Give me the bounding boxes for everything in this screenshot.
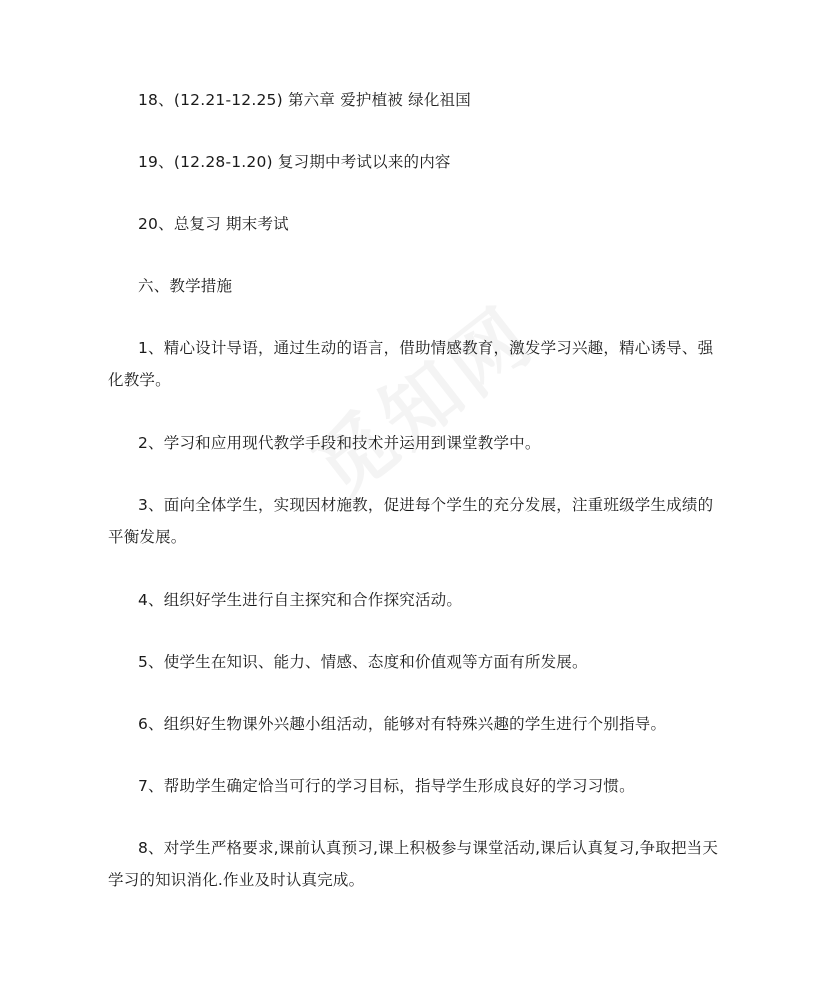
section-heading-teaching-measures: 六、教学措施	[138, 277, 233, 295]
measure-item-4: 4、组织好学生进行自主探究和合作探究活动。	[138, 591, 463, 609]
schedule-item-19: 19、(12.28-1.20) 复习期中考试以来的内容	[138, 153, 451, 171]
measure-item-8: 8、对学生严格要求,课前认真预习,课上积极参与课堂活动,课后认真复习,争取把当天学习的知识消化.作业及时认真完成。	[108, 839, 719, 889]
measure-item-6: 6、组织好生物课外兴趣小组活动，能够对有特殊兴趣的学生进行个别指导。	[138, 715, 667, 733]
schedule-item-20: 20、总复习 期末考试	[138, 215, 289, 233]
schedule-item-18: 18、(12.21-12.25) 第六章 爱护植被 绿化祖国	[138, 91, 471, 109]
measure-item-3: 3、面向全体学生，实现因材施教，促进每个学生的充分发展，注重班级学生成绩的平衡发展。	[108, 496, 714, 546]
measure-item-7: 7、帮助学生确定恰当可行的学习目标，指导学生形成良好的学习习惯。	[138, 777, 635, 795]
measure-item-1: 1、精心设计导语，通过生动的语言，借助情感教育，激发学习兴趣，精心诱导、强化教学。	[108, 339, 714, 389]
measure-item-5: 5、使学生在知识、能力、情感、态度和价值观等方面有所发展。	[138, 653, 588, 671]
measure-item-2: 2、学习和应用现代教学手段和技术并运用到课堂教学中。	[138, 434, 541, 452]
